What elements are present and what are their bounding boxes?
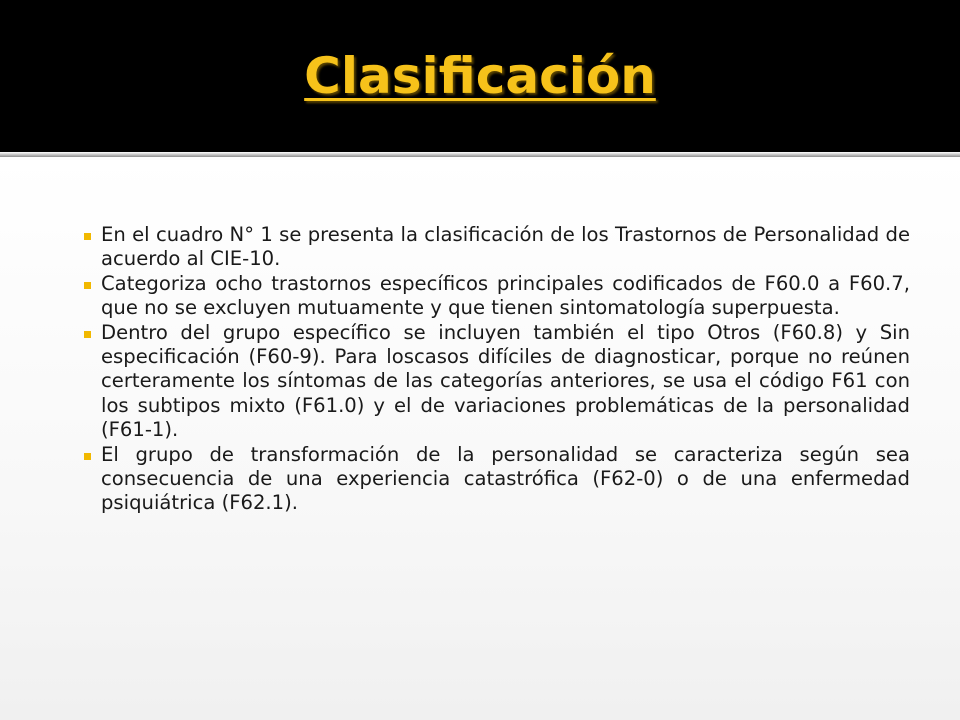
bullet-item	[84, 223, 910, 272]
bullet-text: El grupo de transformación de la personalidad se caracteriza según sea consecuencia de una experiencia catastrófica (F62-0) o de una enfermedad psiquiátrica (F62.1).	[101, 442, 910, 515]
slide-title: Clasificación	[304, 47, 656, 105]
slide-body	[0, 157, 960, 720]
square-bullet-icon	[84, 453, 91, 460]
bullet-text: Categoriza ocho trastornos específicos principales codificados de F60.0 a F60.7, que no se excluyen mutuamente y que tienen sintomatología superpuesta.	[101, 271, 910, 320]
bullet-text: Dentro del grupo específico se incluyen también el tipo Otros (F60.8) y Sin especificación (F60-9). Para loscasos difíciles de diagnosticar, porque no reúnen certeramente los síntomas de las categorías anteriores, se usa el código F61 con los subtipos mixto (F61.0) y el de variaciones problemáticas de la personalidad (F61-1).	[101, 320, 910, 442]
square-bullet-icon	[84, 282, 91, 289]
bullet-text: En el cuadro N° 1 se presenta la clasificación de los Trastornos de Personalidad de acuerdo al CIE-10.	[101, 223, 910, 271]
bullet-list	[84, 223, 910, 516]
bullet-item	[84, 443, 910, 516]
square-bullet-icon	[84, 233, 91, 240]
title-bar	[0, 0, 960, 150]
square-bullet-icon	[84, 331, 91, 338]
bullet-item	[84, 272, 910, 321]
bullet-item	[84, 321, 910, 443]
